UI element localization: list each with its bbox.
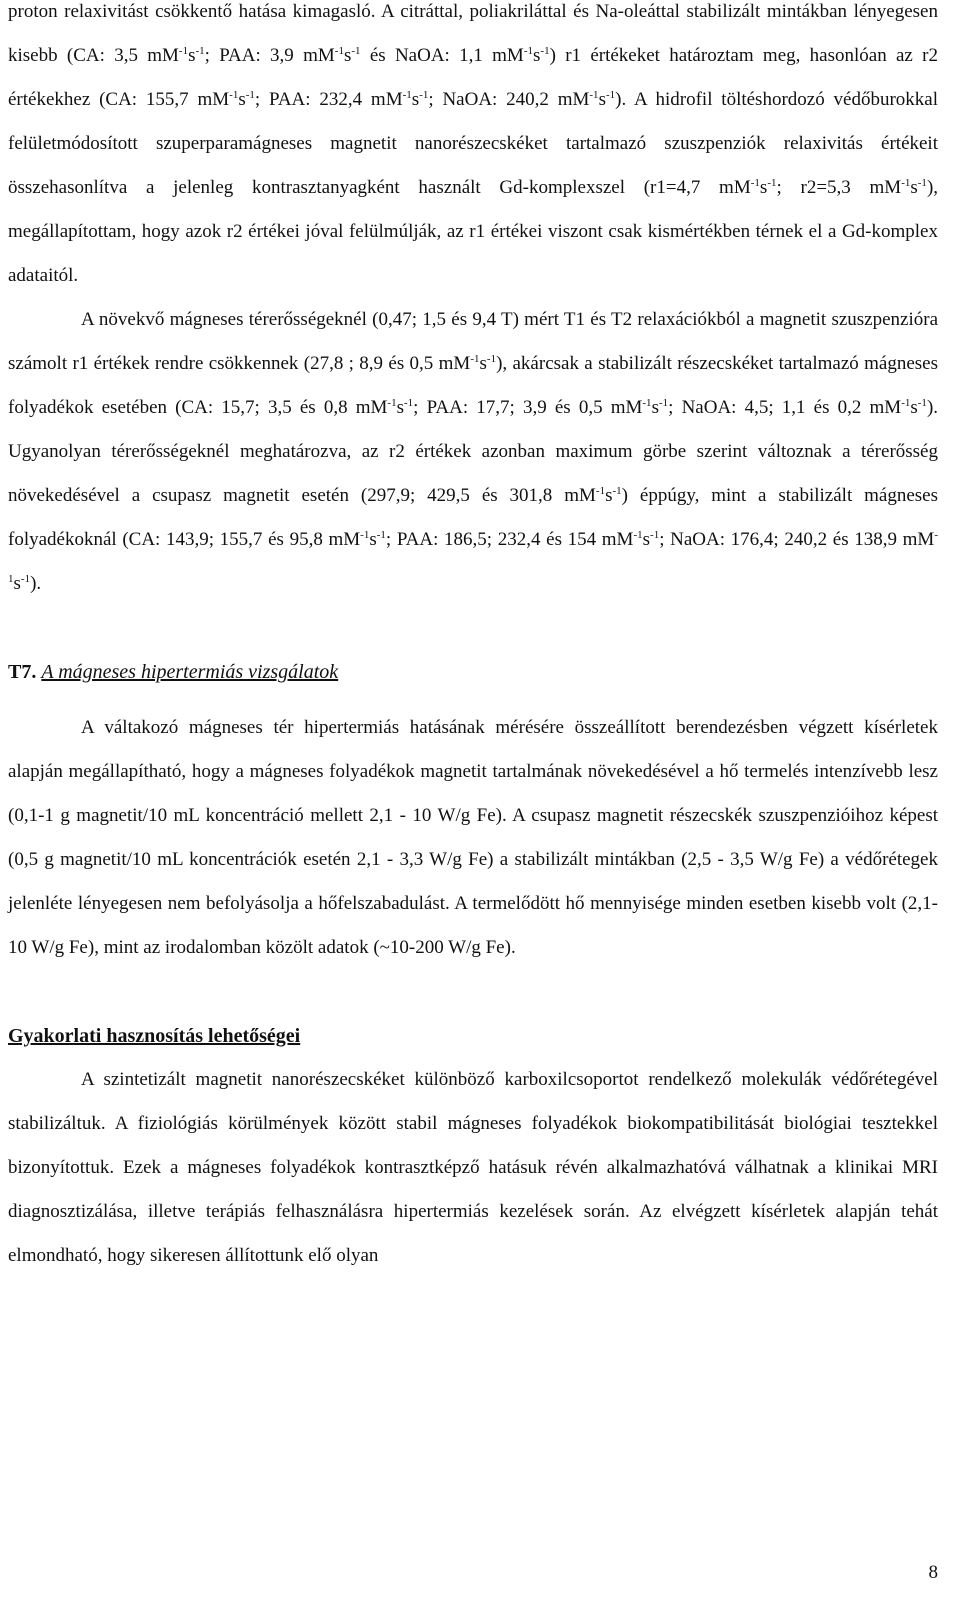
text-run: ; PAA: 3,9 mM (204, 45, 335, 66)
superscript: -1 (767, 177, 777, 189)
text-run: s (605, 485, 613, 506)
superscript: -1 (901, 177, 911, 189)
superscript: -1 (351, 45, 361, 57)
text-run: s (13, 573, 21, 594)
superscript: -1 (178, 45, 189, 57)
superscript: -1 (917, 177, 927, 189)
page-number: 8 (928, 1562, 938, 1583)
text-run: ; PAA: 232,4 mM (254, 89, 403, 110)
text-run: s (411, 89, 420, 110)
superscript: -1 (486, 353, 497, 365)
superscript: -1 (612, 485, 622, 497)
superscript: -1 (633, 529, 643, 541)
text-run: s (533, 45, 541, 66)
superscript: -1 (642, 397, 652, 409)
text-run: és NaOA: 1,1 mM (360, 45, 524, 66)
text-run: ; NaOA: 4,5; 1,1 és 0,2 mM (668, 397, 902, 418)
text-run: ; NaOA: 176,4; 240,2 és 138,9 mM (659, 529, 935, 550)
superscript: -1 (658, 397, 669, 409)
text-run: ) éppúgy, mint a stabilizált mágneses folyadékoknál (CA: 143,9; 155,7 és 95,8 mM (8, 485, 939, 550)
superscript: -1 (540, 45, 550, 57)
section-title: A mágneses hipertermiás vizsgálatok (41, 661, 339, 683)
superscript: -1 (470, 353, 480, 365)
text-run: s (759, 177, 768, 198)
superscript: -1 (8, 529, 938, 585)
superscript: -1 (334, 45, 344, 57)
superscript: -1 (387, 397, 397, 409)
text-run: ). A hidrofil töltéshordozó védőburokkal felületmódosított szuperparamágneses magnetit nanorészecskéket tartalmazó szuszpenziók relaxivitás értékeit összehasonlítva a jelenleg kontrasztanyagként használt Gd-komplexszel (r1=4,7 mM (8, 89, 938, 198)
text-run: s (910, 177, 918, 198)
paragraph-field-strength (8, 298, 938, 606)
text-run: s (343, 45, 352, 66)
text-run: proton relaxivitást csökkentő hatása kimagasló. A citráttal, poliakriláttal és Na-oleáttal stabilizált mintákban lényegesen kisebb (CA: 3,5 mM (8, 1, 938, 66)
superscript: -1 (360, 529, 370, 541)
superscript: -1 (419, 89, 429, 101)
superscript: -1 (750, 177, 760, 189)
text-run: ) r1 értékeket határoztam meg, hasonlóan az r2 értékekhez (CA: 155,7 mM (8, 45, 938, 110)
text-run: s (479, 353, 487, 374)
text-run: s (369, 529, 377, 550)
text-run: ; PAA: 17,7; 3,9 és 0,5 mM (413, 397, 643, 418)
superscript: -1 (917, 397, 927, 409)
superscript: -1 (605, 89, 616, 101)
text-run: A növekvő mágneses térerősségeknél (0,47; 1,5 és 9,4 T) mért T1 és T2 relaxációkból a magnetit szuszpenzióra számolt r1 értékek rendre csökkennek (27,8 ; 8,9 és 0,5 mM (8, 309, 938, 374)
superscript: -1 (404, 397, 414, 409)
text-run: ; r2=5,3 mM (776, 177, 902, 198)
paragraph-hyperthermia: A váltakozó mágneses tér hipertermiás hatásának mérésére összeállított berendezésben végzett kísérletek alapján megállapítható, hogy a mágneses folyadékok magnetit tartalmának növekedésével a hő termelés intenzívebb lesz (0,1-1 g magnetit/10 mL koncentráció mellett 2,1 - 10 W/g Fe). A csupasz magnetit részecskék szuszpenzióihoz képest (0,5 g magnetit/10 mL koncentrációk esetén 2,1 - 3,3 W/g Fe) a stabilizált mintákban (2,5 - 3,5 W/g Fe) a védőrétegek jelenléte lényegesen nem befolyásolja a hőfelszabadulást. A termelődött hő mennyisége minden esetben kisebb volt (2,1-10 W/g Fe), mint az irodalomban közölt adatok (~10-200 W/g Fe). (8, 717, 938, 958)
superscript: -1 (589, 89, 599, 101)
superscript: -1 (650, 529, 660, 541)
section-heading-practical: Gyakorlati hasznosítás lehetőségei (8, 1025, 301, 1047)
text-run: s (396, 397, 404, 418)
superscript: -1 (402, 89, 412, 101)
document-page (8, 0, 938, 1278)
text-run: ; PAA: 186,5; 232,4 és 154 mM (385, 529, 634, 550)
text-run: ), megállapítottam, hogy azok r2 értékei jóval felülmúlják, az r1 értékei viszont csak kismértékben térnek el a Gd-komplex adataitól. (8, 177, 939, 286)
text-run: s (598, 89, 606, 110)
superscript: -1 (901, 397, 911, 409)
superscript: -1 (20, 573, 31, 585)
text-run: ), akárcsak a stabilizált részecskéket tartalmazó mágneses folyadékok esetében (CA: 15,7; 3,5 és 0,8 mM (8, 353, 938, 418)
paragraph-practical: A szintetizált magnetit nanorészecskéket különböző karboxilcsoportot rendelkező molekulák védőrétegével stabilizáltuk. A fiziológiás körülmények között stabil mágneses folyadékok biokompatibilitását biológiai tesztekkel bizonyítottuk. Ezek a mágneses folyadékok kontrasztképző hatásuk révén alkalmazhatóvá válhatnak a klinikai MRI diagnosztizálása, illetve terápiás felhasználásra hipertermiás kezelések során. Az elvégzett kísérletek alapján tehát elmondható, hogy sikeresen állítottunk elő olyan (8, 1069, 938, 1266)
text-run: ). Ugyanolyan térerősségeknél meghatározva, az r2 értékek azonban maximum görbe szerint változnak a térerősség növekedésével a csupasz magnetit esetén (297,9; 429,5 és 301,8 mM (8, 397, 939, 506)
section-heading-t7 (8, 650, 938, 694)
text-run: ; NaOA: 240,2 mM (428, 89, 590, 110)
text-run: s (910, 397, 918, 418)
text-run: s (238, 89, 246, 110)
superscript: -1 (245, 89, 255, 101)
section-number: T7. (8, 661, 37, 683)
superscript: -1 (195, 45, 205, 57)
text-run: ). (30, 573, 42, 594)
text-run: s (188, 45, 196, 66)
text-run: s (642, 529, 651, 550)
superscript: -1 (595, 485, 606, 497)
paragraph-relaxivity (8, 0, 938, 298)
superscript: -1 (523, 45, 533, 57)
superscript: -1 (376, 529, 386, 541)
superscript: -1 (229, 89, 239, 101)
text-run: s (651, 397, 659, 418)
